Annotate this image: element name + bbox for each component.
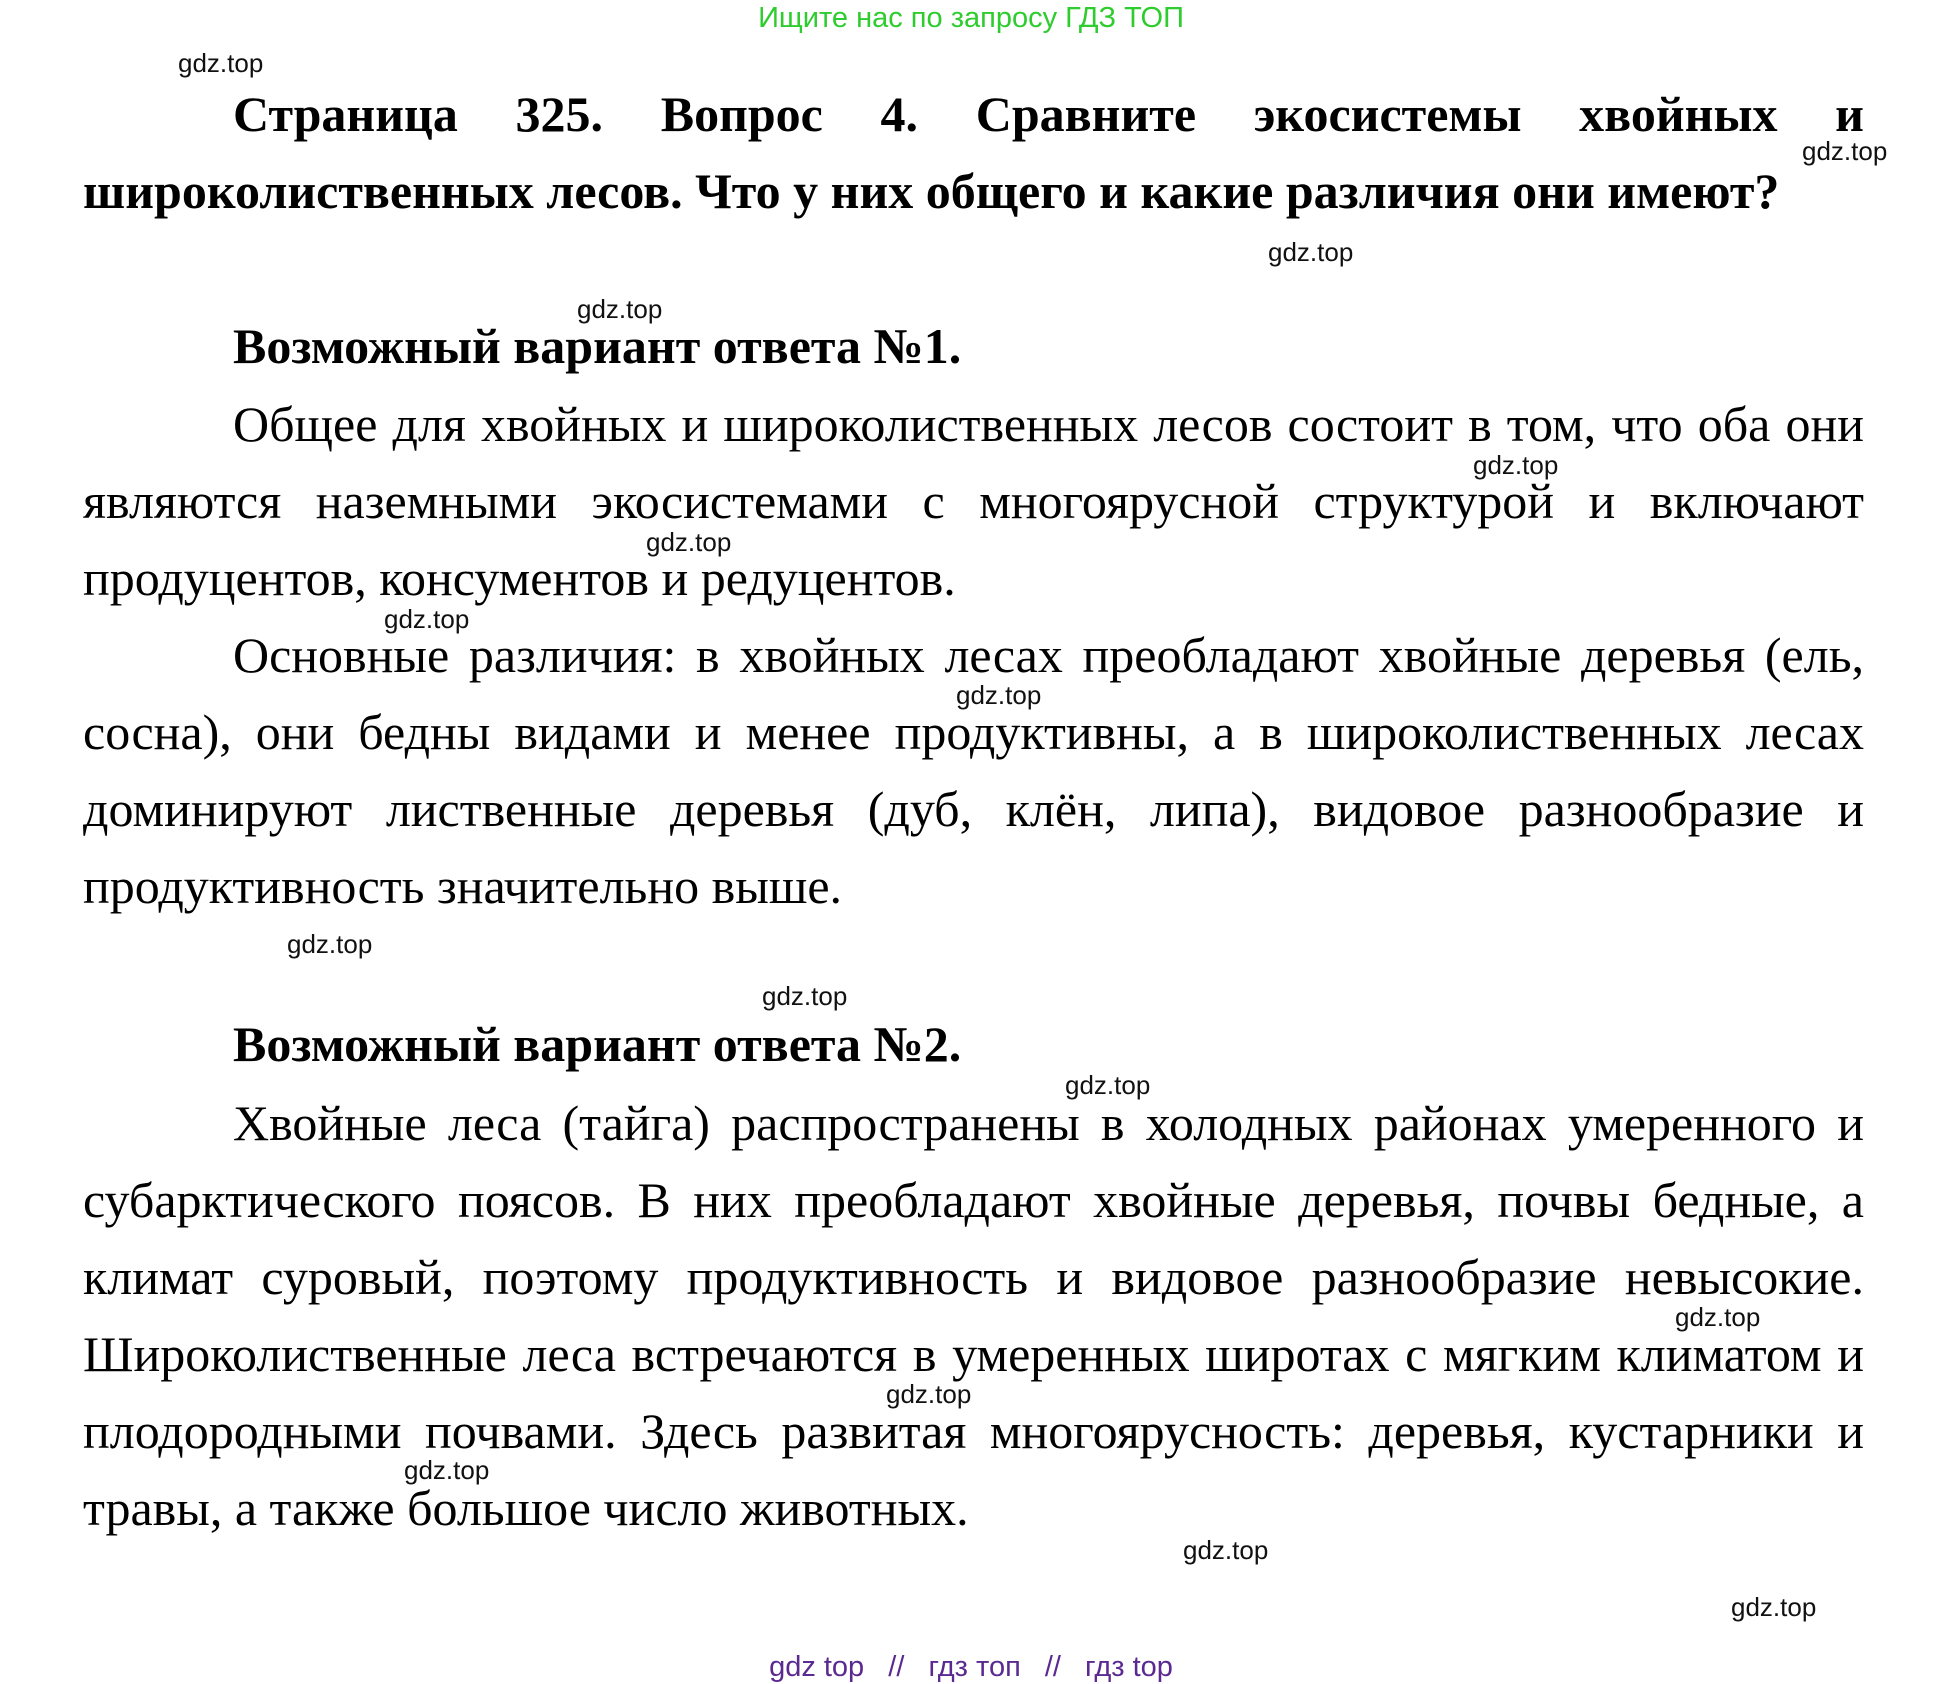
watermark: gdz.top	[287, 929, 373, 959]
watermark: gdz.top	[404, 1455, 490, 1485]
answer-1-paragraph-1: Общее для хвойных и широколиственных лесов состоит в том, что оба они являются наземными экосистемами с многоярусной структурой и включают продуцентов, консументов и редуцентов.	[83, 396, 1864, 606]
answer-2-paragraph-1: Хвойные леса (тайга) распространены в холодных районах умеренного и субарктического поясов. В них преобладают хвойные деревья, почвы бедные, а климат суровый, поэтому продуктивность и видовое разнообразие невысокие. Широколиственные леса встречаются в умеренных широтах с мягким климатом и плодородными почвами. Здесь развитая многоярусность: деревья, кустарники и травы, а также большое число животных.	[83, 1095, 1864, 1536]
footer-links	[0, 1650, 1942, 1684]
watermark: gdz.top	[762, 981, 848, 1011]
footer-link-gdz-top[interactable]: gdz top	[769, 1651, 865, 1683]
footer-separator: //	[888, 1651, 905, 1683]
watermark: gdz.top	[1065, 1070, 1151, 1100]
footer-link-gdz-top-ru[interactable]: гдз топ	[928, 1651, 1021, 1683]
watermark: gdz.top	[384, 604, 470, 634]
watermark: gdz.top	[1802, 136, 1888, 166]
answer-1-heading: Возможный вариант ответа №1.	[233, 318, 962, 374]
watermark: gdz.top	[1731, 1592, 1817, 1622]
watermark: gdz.top	[577, 294, 663, 324]
watermark: gdz.top	[178, 48, 264, 78]
watermark: gdz.top	[1183, 1535, 1269, 1565]
watermark: gdz.top	[886, 1379, 972, 1409]
watermark: gdz.top	[1473, 450, 1559, 480]
watermark: gdz.top	[1675, 1302, 1761, 1332]
watermark: gdz.top	[956, 680, 1042, 710]
search-banner: Ищите нас по запросу ГДЗ ТОП	[758, 2, 1184, 34]
footer-separator: //	[1044, 1651, 1061, 1683]
question-title: Страница 325. Вопрос 4. Сравните экосистемы хвойных и широколиственных лесов. Что у них общего и какие различия они имеют?	[83, 86, 1864, 219]
answer-2-heading: Возможный вариант ответа №2.	[233, 1016, 962, 1072]
watermark: gdz.top	[1268, 237, 1354, 267]
footer-link-gdz-top-mixed[interactable]: гдз top	[1085, 1651, 1173, 1683]
answer-1-paragraph-2: Основные различия: в хвойных лесах преобладают хвойные деревья (ель, сосна), они бедны видами и менее продуктивны, а в широколиственных лесах доминируют лиственные деревья (дуб, клён, липа), видовое разнообразие и продуктивность значительно выше.	[83, 627, 1864, 914]
watermark: gdz.top	[646, 527, 732, 557]
